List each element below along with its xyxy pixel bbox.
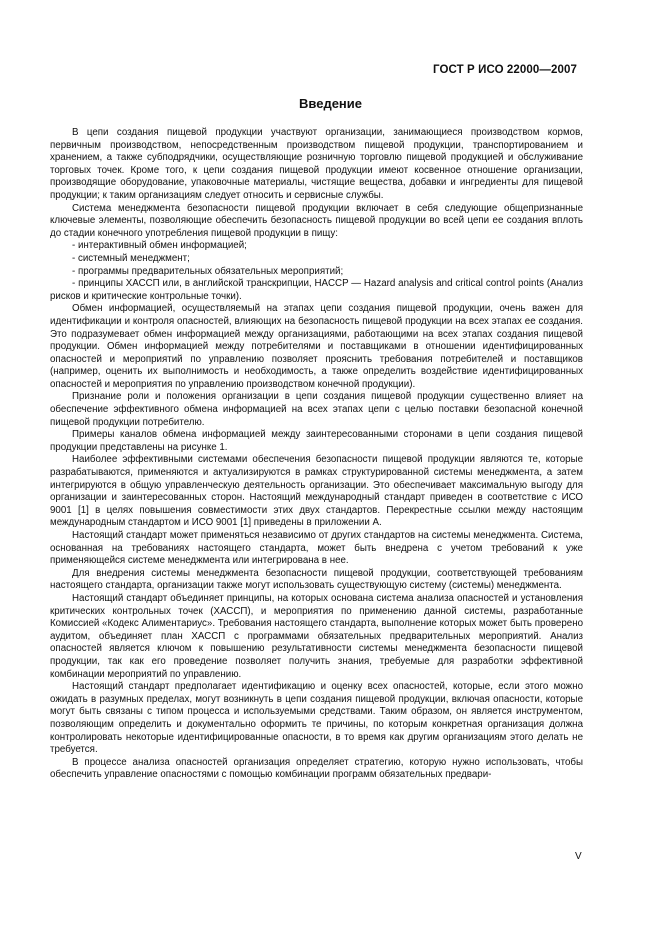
list-item: - программы предварительных обязательных мероприятий; bbox=[72, 265, 344, 277]
list-item: - принципы ХАССП или, в английской транскрипции, HACCP — Hazard analysis and critical control points (Анализ рисков и критические контрольные точки). bbox=[50, 278, 583, 302]
list-item: - системный менеджмент; bbox=[72, 252, 190, 264]
paragraph: Настоящий стандарт объединяет принципы, на которых основана система анализа опасностей и установления критических контрольных точек (ХАССП), и мероприятия по применению данной системы, разработанные Комиссией «Кодекс Алиментариус». Требования настоящего стандарта, выполнение которых может быть проверено аудитом, объединяет план ХАССП с программами обязательных предварительных мероприятий. Анализ опасностей является ключом к повышению результативности системы менеджмента безопасности пищевой продукции, так как его проведение позволяет получить знания, требуемые для разработки эффективной комбинации мероприятий по управлению. bbox=[50, 592, 583, 680]
page-number: V bbox=[575, 851, 582, 862]
paragraph: В цепи создания пищевой продукции участвуют организации, занимающиеся производством кормов, первичным производством, непосредственным производством пищевой продукции, транспортированием и хранением, а также субподрядчики, осуществляющие розничную торговлю пищевой продукцией и обслуживание торговых точек. Кроме того, к цепи создания пищевой продукции имеют косвенное отношение организации, производящие оборудование, упаковочные материалы, чистящие вещества, добавки и ингредиенты для пищевой продукции; к таким организациям следует относить и сервисные службы. bbox=[50, 127, 583, 201]
standard-header: ГОСТ Р ИСО 22000—2007 bbox=[432, 64, 577, 76]
paragraph: Настоящий стандарт предполагает идентификацию и оценку всех опасностей, которые, если этого можно ожидать в разумных пределах, могут возникнуть в цепи создания пищевой продукции, включая опасности, которые могут быть связаны с типом процесса и используемыми средствами. Таким образом, он является инструментом, позволяющим определить и документально оформить те причины, по которым конкретная организация должна контролировать некоторые идентифицированные опасности, в то время как другим организациям этого делать не требуется. bbox=[50, 681, 583, 756]
paragraph: Для внедрения системы менеджмента безопасности пищевой продукции, соответствующей требованиям настоящего стандарта, организации также могут использовать существующую систему (системы) менеджмента. bbox=[50, 567, 583, 592]
paragraph: Настоящий стандарт может применяться независимо от других стандартов на системы менеджмента. Система, основанная на требованиях настоящего стандарта, может быть внедрена с учетом требований к уже применяющейся системе менеджмента или интегрирована в нее. bbox=[50, 530, 583, 567]
section-title: Введение bbox=[299, 96, 362, 111]
paragraph: Признание роли и положения организации в цепи создания пищевой продукции существенно влияет на обеспечение эффективного обмена информацией на всех этапах цепи с целью поставки безопасной конечной пищевой продукции потребителю. bbox=[50, 391, 583, 428]
list-item: - интерактивный обмен информацией; bbox=[72, 240, 247, 252]
paragraph: В процессе анализа опасностей организация определяет стратегию, которую нужно использовать, чтобы обеспечить управление опасностями с помощью комбинации программ обязательных предвари- bbox=[50, 756, 583, 781]
paragraph: Система менеджмента безопасности пищевой продукции включает в себя следующие общепризнанные ключевые элементы, позволяющие обеспечить безопасность пищевой продукции во всей цепи ее создания вплоть до стадии конечного употребления пищевой продукции в пищу: bbox=[50, 202, 583, 239]
paragraph: Наиболее эффективными системами обеспечения безопасности пищевой продукции являются те, которые разрабатываются, применяются и актуализируются в рамках структурированной системы менеджмента, а затем интегрируются в общую управленческую деятельность организации. Это обеспечивает максимальную выгоду для организации и заинтересованных сторон. Настоящий международный стандарт приведен в соответствие с ИСО 9001 [1] в целях повышения совместимости этих двух стандартов. Перекрестные ссылки между настоящим международным стандартом и ИСО 9001 [1] приведены в приложении А. bbox=[50, 454, 583, 529]
paragraph: Примеры каналов обмена информацией между заинтересованными сторонами в цепи создания пищевой продукции представлены на рисунке 1. bbox=[50, 429, 583, 453]
body-text bbox=[50, 127, 583, 782]
paragraph: Обмен информацией, осуществляемый на этапах цепи создания пищевой продукции, очень важен для идентификации и контроля опасностей, влияющих на безопасность пищевой продукции на всех этапах ее создания. Это подразумевает обмен информацией между организациями, работающими на всех этапах создания пищевой продукции. Обмен информацией между потребителями и поставщиками в отношении идентифицированных опасностей и мероприятий по управлению позволяет прояснить требования потребителей и поставщиков (например, оценить их выполнимость и необходимость, а также определить воздействие идентифицированных опасностей и мероприятия по управлению производством конечной продукции). bbox=[50, 303, 583, 390]
